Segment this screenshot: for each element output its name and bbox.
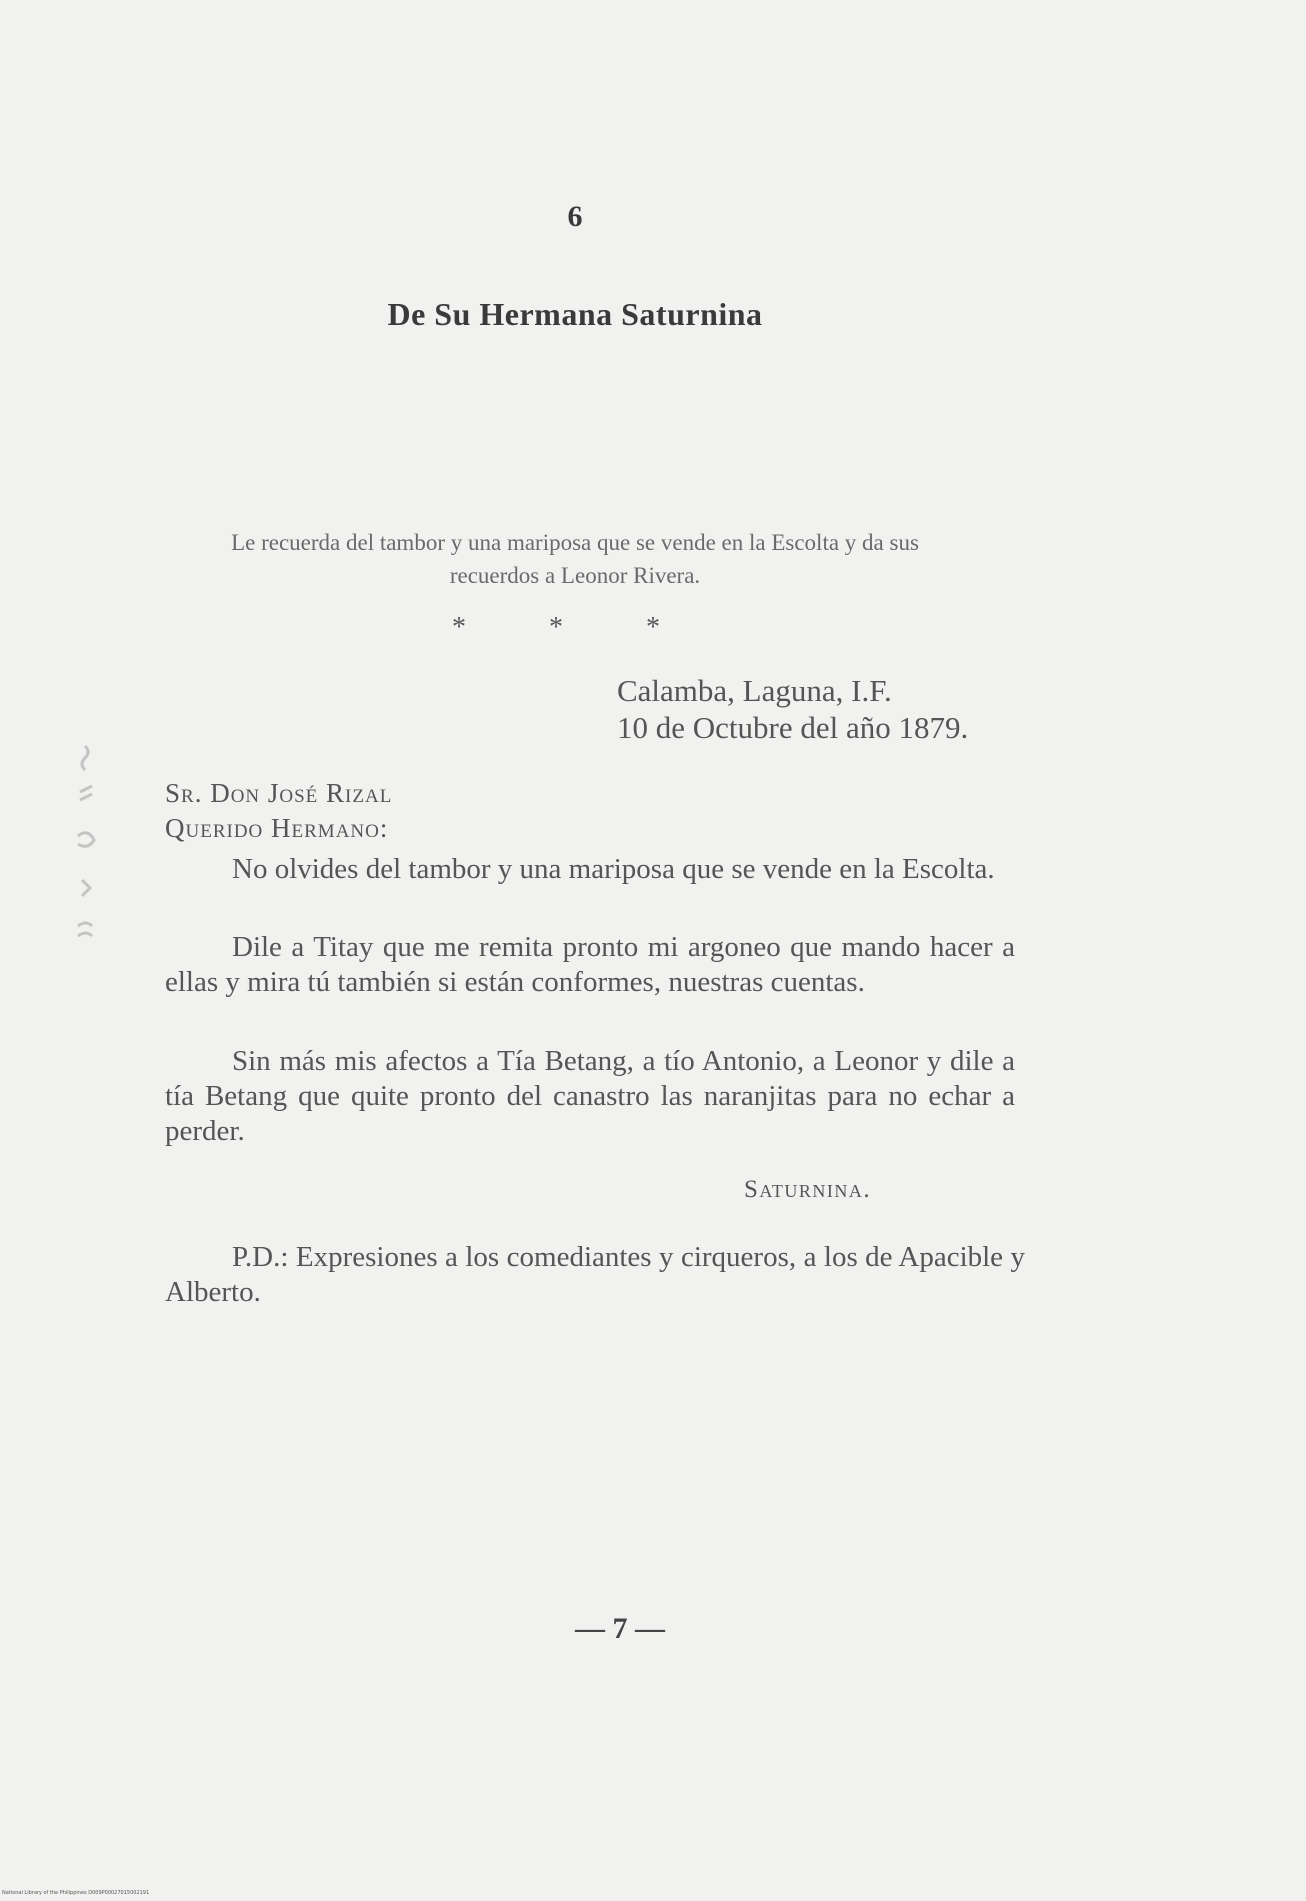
letter-heading <box>617 672 968 746</box>
letter-paragraph: Sin más mis afectos a Tía Betang, a tío Antonio, a Leonor y dile a tía Betang que quite pronto del canastro las naranjitas para no echar a perder. <box>165 1045 1015 1147</box>
section-separator: * * * <box>452 612 698 643</box>
footer-credit: National Library of the Philippines D009P00027015002191 <box>2 1890 150 1896</box>
letter-signature: Saturnina. <box>744 1176 872 1203</box>
chapter-title: De Su Hermana Saturnina <box>387 296 763 332</box>
margin-stamp-mark <box>60 740 110 960</box>
letter-salutation <box>165 776 392 846</box>
chapter-number: 6 <box>567 200 583 233</box>
page-number: — 7 — <box>575 1612 665 1645</box>
letter-postscript: P.D.: Expresiones a los comediantes y cirqueros, a los de Apacible y Alberto. <box>165 1241 1025 1308</box>
letter-addressee: Sr. Don José Rizal <box>165 778 393 808</box>
letter-greeting: Querido Hermano: <box>165 813 389 843</box>
letter-paragraph: Dile a Titay que me remita pronto mi argoneo que mando hacer a ellas y mira tú también si están conformes, nuestras cuentas. <box>165 931 1015 998</box>
letter-paragraph: No olvides del tambor y una mariposa que se vende en la Escolta. <box>232 853 995 885</box>
letter-place: Calamba, Laguna, I.F. <box>617 673 892 708</box>
letter-date: 10 de Octubre del año 1879. <box>617 710 969 745</box>
letter-summary: Le recuerda del tambor y una mariposa que se vende en la Escolta y da sus recuerdos a Leonor Rivera. <box>231 530 919 588</box>
